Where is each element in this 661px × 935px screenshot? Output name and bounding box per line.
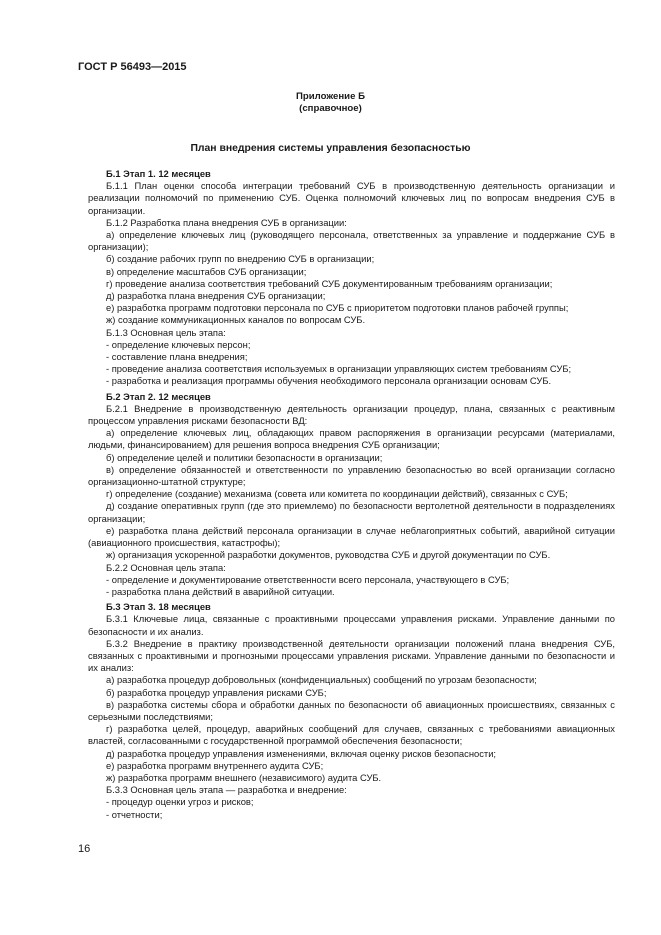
paragraph-b3-3: Б.3.3 Основная цель этапа — разработка и внедрение: (106, 784, 347, 796)
list-item-b1-e: е) разработка программ подготовки персонала по СУБ с приоритетом подготовки планов рабочей группы; (106, 302, 569, 314)
list-item-b1-a: а) определение ключевых лиц (руководящего персонала, ответственных за управление и поддержание СУБ в организации); (88, 229, 615, 253)
document-body (88, 165, 615, 821)
bullet-b3-2: - отчетности; (106, 808, 163, 820)
list-item-b1-v: в) определение масштабов СУБ организации; (106, 265, 307, 277)
list-item-b2-a: а) определение ключевых лиц, обладающих правом распоряжения в организации ресурсами (материалами, людьми, финансированием) для решения вопроса внедрения СУБ организации; (88, 427, 615, 451)
paragraph-b1-1: Б.1.1 План оценки способа интеграции требований СУБ в производственную деятельность организации и реализации полномочий по применению СУБ. Оценка полномочий ключевых лиц по вопросам внедрения СУБ в организации. (88, 180, 615, 216)
list-item-b3-b: б) разработка процедур управления рисками СУБ; (106, 686, 327, 698)
paragraph-b2-2: Б.2.2 Основная цель этапа: (106, 561, 226, 573)
bullet-b1-2: - составление плана внедрения; (106, 351, 248, 363)
list-item-b3-g: г) разработка целей, процедур, аварийных сообщений для случаев, связанных с требованиями авиационных властей, согласованными с государственной программой обеспечения безопасности; (88, 723, 615, 747)
appendix-type: (справочное) (299, 103, 362, 114)
bullet-b1-1: - определение ключевых персон; (106, 338, 251, 350)
list-item-b1-zh: ж) создание коммуникационных каналов по вопросам СУБ. (106, 314, 366, 326)
list-item-b1-d: д) разработка плана внедрения СУБ организации; (106, 290, 326, 302)
page-number: 16 (78, 843, 91, 855)
appendix-title: Приложение Б (296, 91, 365, 102)
bullet-b1-4: - разработка и реализация программы обучения необходимого персонала организации основам СУБ. (106, 375, 552, 387)
list-item-b1-b: б) создание рабочих групп по внедрению СУБ в организации; (106, 253, 375, 265)
plan-title: План внедрения системы управления безопасностью (190, 143, 471, 154)
section-heading-b2: Б.2 Этап 2. 12 месяцев (106, 390, 211, 402)
list-item-b2-g: г) определение (создание) механизма (совета или комитета по координации действий), связанных с СУБ; (106, 488, 568, 500)
section-heading-b1: Б.1 Этап 1. 12 месяцев (106, 168, 211, 179)
section-heading-b3: Б.3 Этап 3. 18 месяцев (106, 601, 211, 613)
list-item-b2-zh: ж) организация ускоренной разработки документов, руководства СУБ и другой документации по СУБ. (106, 549, 551, 561)
bullet-b1-3: - проведение анализа соответствия используемых в организации управляющих систем требованиям СУБ; (106, 363, 572, 375)
list-item-b1-g: г) проведение анализа соответствия требований СУБ документированным требованиям организации; (106, 277, 553, 289)
bullet-b2-2: - разработка плана действий в аварийной ситуации. (106, 585, 335, 597)
list-item-b2-v: в) определение обязанностей и ответственности по управлению безопасностью во всей организации согласно организационно-штатной структуре; (88, 463, 615, 488)
list-item-b3-e: е) разработка программ внутреннего аудита СУБ; (106, 759, 324, 771)
list-item-b3-a: а) разработка процедур добровольных (конфиденциальных) сообщений по угрозам безопасности; (106, 674, 537, 686)
bullet-b2-1: - определение и документирование ответственности всего персонала, участвующего в СУБ; (106, 573, 510, 585)
list-item-b2-e: е) разработка плана действий персонала организации в случае неблагоприятных событий, аварийной ситуации (авиационного происшествия, катастрофы); (88, 524, 615, 549)
paragraph-b3-2: Б.3.2 Внедрение в практику производственной деятельности организации положений плана внедрения СУБ, связанных с проактивными и прогнозными процессами управления рисками. Управление данными по безопасности и их анализ: (88, 637, 615, 674)
list-item-b3-zh: ж) разработка программ внешнего (независимого) аудита СУБ. (106, 771, 382, 783)
list-item-b3-d: д) разработка процедур управления изменениями, включая оценку рисков безопасности; (106, 747, 497, 759)
paragraph-b2-1: Б.2.1 Внедрение в производственную деятельность организации процедур, плана, связанных с реактивным процессом управления рисками безопасности ВД: (88, 402, 615, 427)
list-item-b2-d: д) создание оперативных групп (где это приемлемо) по безопасности вертолетной деятельности в подразделениях организации; (88, 500, 615, 524)
list-item-b3-v: в) разработка системы сбора и обработки данных по безопасности об авиационных происшествиях, связанных с серьезными последствиями; (88, 698, 615, 722)
bullet-b3-1: - процедур оценки угроз и рисков; (106, 796, 254, 808)
paragraph-b1-3: Б.1.3 Основная цель этапа: (106, 326, 226, 338)
paragraph-b1-2: Б.1.2 Разработка плана внедрения СУБ в организации: (106, 216, 347, 228)
paragraph-b3-1: Б.3.1 Ключевые лица, связанные с проактивными процессами управления рисками. Управление данными по безопасности и их анализ. (88, 613, 615, 637)
list-item-b2-b: б) определение целей и политики безопасности в организации; (106, 451, 383, 463)
document-id-header: ГОСТ Р 56493—2015 (78, 61, 187, 73)
